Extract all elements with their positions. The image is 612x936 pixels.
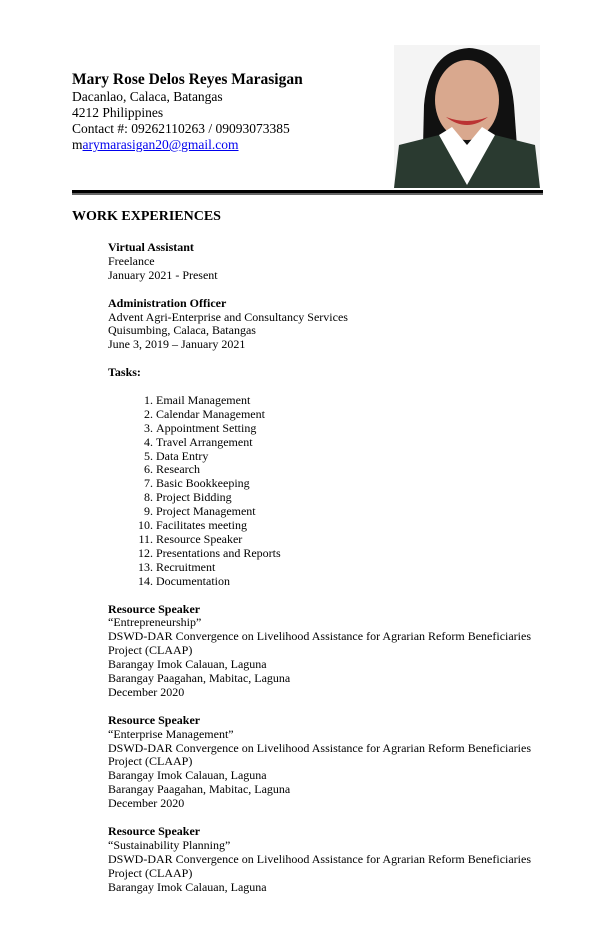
job-detail: Barangay Imok Calauan, Laguna [108,879,267,894]
job-detail: DSWD-DAR Convergence on Livelihood Assistance for Agrarian Reform Beneficiaries [108,629,531,644]
job-detail: January 2021 - Present [108,267,218,282]
address-line: 4212 Philippines [72,105,164,120]
job-detail: “Enterprise Management” [108,726,234,741]
email-link[interactable]: arymarasigan20@gmail.com [82,137,239,152]
task-item: 5. Data Entry [156,450,568,464]
email [72,137,303,153]
job-detail: Barangay Imok Calauan, Laguna [108,657,267,672]
job-title: Resource Speaker [108,712,201,727]
job-title: Virtual Assistant [108,240,194,254]
speaker-entry [108,825,568,895]
contact-numbers: Contact #: 09262110263 / 09093073385 [72,121,290,136]
job-detail: DSWD-DAR Convergence on Livelihood Assistance for Agrarian Reform Beneficiaries [108,740,531,755]
address-line: Dacanlao, Calaca, Batangas [72,89,223,104]
section-title: WORK EXPERIENCES [72,209,221,224]
profile-photo [394,45,540,188]
job-detail: Advent Agri-Enterprise and Consultancy Services [108,309,348,324]
contact-header [72,71,303,153]
job-detail: Barangay Paagahan, Mabitac, Laguna [108,782,291,797]
task-item: 2. Calendar Management [156,408,568,422]
header-divider-thin [72,193,543,195]
task-item: 6. Research [156,463,568,477]
speaker-entry [108,714,568,811]
job-detail: “Sustainability Planning” [108,837,231,852]
job-detail: Project (CLAAP) [108,643,193,658]
job-detail: June 3, 2019 – January 2021 [108,337,246,352]
task-item: 14. Documentation [156,575,568,589]
applicant-name: Mary Rose Delos Reyes Marasigan [72,71,303,88]
task-item: 13. Recruitment [156,561,568,575]
task-item: 12. Presentations and Reports [156,547,568,561]
tasks-label: Tasks: [108,365,141,380]
task-item: 1. Email Management [156,394,568,408]
tasks-list [108,394,568,589]
job-title: Resource Speaker [108,601,201,616]
job-title: Resource Speaker [108,823,201,838]
speaker-entry [108,603,568,700]
task-item: 9. Project Management [156,505,568,519]
job-detail: December 2020 [108,796,185,811]
speaker-list [108,603,568,895]
job-detail: DSWD-DAR Convergence on Livelihood Assistance for Agrarian Reform Beneficiaries [108,851,531,866]
job-entry [108,297,568,353]
job-detail: Barangay Paagahan, Mabitac, Laguna [108,671,291,686]
job-entry [108,241,568,283]
job-detail: Freelance [108,253,155,268]
task-item: 8. Project Bidding [156,491,568,505]
job-title: Administration Officer [108,295,227,310]
email-prefix: m [72,137,83,152]
task-item: 10. Facilitates meeting [156,519,568,533]
work-experience-list [108,241,568,895]
job-detail: Quisumbing, Calaca, Batangas [108,323,256,338]
job-detail: December 2020 [108,684,185,699]
job-detail: Project (CLAAP) [108,754,193,769]
job-detail: Project (CLAAP) [108,865,193,880]
job-detail: “Entrepreneurship” [108,615,202,630]
task-item: 7. Basic Bookkeeping [156,477,568,491]
task-item: 4. Travel Arrangement [156,436,568,450]
task-item: 11. Resource Speaker [156,533,568,547]
task-item: 3. Appointment Setting [156,422,568,436]
job-detail: Barangay Imok Calauan, Laguna [108,768,267,783]
